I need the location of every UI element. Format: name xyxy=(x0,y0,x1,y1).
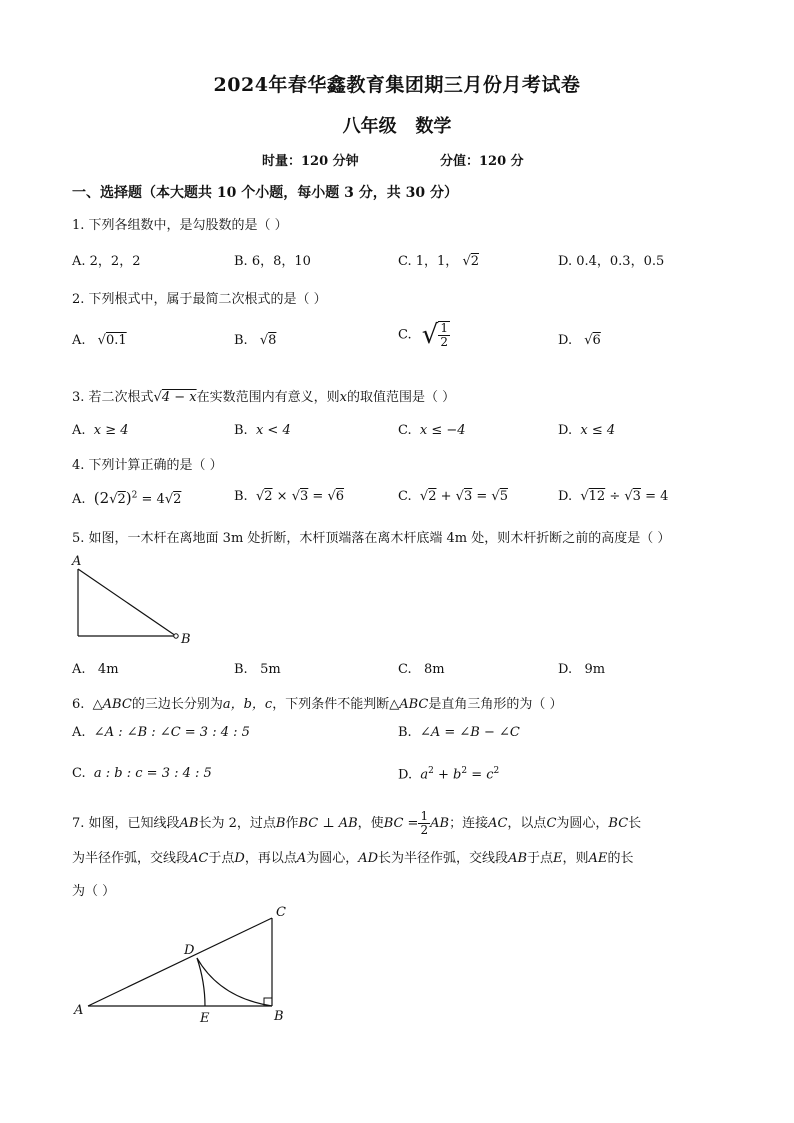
q3-option-d-value: x ≤ 4 xyxy=(580,423,616,438)
q6-option-a-label: A. xyxy=(72,725,86,740)
q7-math: D xyxy=(234,851,245,866)
q2-option-c-fraction xyxy=(438,321,450,349)
q7-text: ，以点 xyxy=(507,816,547,832)
q7-label-a: A xyxy=(74,1003,84,1018)
q4-option-b[interactable] xyxy=(234,489,344,504)
sqrt-symbol: √6 xyxy=(327,489,345,504)
exam-subtitle: 八年级 数学 xyxy=(342,116,452,137)
q3-radicand: 4 − x xyxy=(161,390,197,405)
q6-option-b-value: ∠A = ∠B − ∠C xyxy=(419,725,520,740)
q7-math: AE xyxy=(588,851,608,866)
question-5-stem: 5. 如图，一木杆在离地面 3m 处折断，木杆顶端落在离木杆底端 4m 处，则木杆折断之前的高度是（ ） xyxy=(72,531,671,546)
q4-d-eq: = 4 xyxy=(640,489,669,504)
q4-c-radicand-2: 3 xyxy=(463,489,473,504)
q4-c-radicand-3: 5 xyxy=(499,489,508,504)
q7-fraction xyxy=(418,810,430,837)
q1-option-b[interactable]: B. 6，8，10 xyxy=(234,254,311,269)
q2-option-a-label: A. xyxy=(72,333,86,348)
q5-label-a: A xyxy=(72,554,82,569)
q3-option-b-value: x < 4 xyxy=(255,423,291,438)
q6-stem-part: 是直角三角形的为（ ） xyxy=(428,697,563,712)
q7-math: BC = xyxy=(383,816,419,832)
q6-option-c-value: a : b : c = 3 : 4 : 5 xyxy=(93,766,212,781)
q7-text: 7. 如图，已知线段 xyxy=(72,816,180,832)
q2-option-d[interactable] xyxy=(558,333,601,348)
exam-score: 分值：120 分 xyxy=(440,154,524,169)
q6-option-d[interactable] xyxy=(398,766,499,782)
q6-d-exp: 2 xyxy=(493,766,500,776)
q4-option-c-label: C. xyxy=(398,489,412,504)
q4-b-op: × xyxy=(272,489,292,504)
q2-option-a[interactable] xyxy=(72,333,127,348)
q7-math: AB xyxy=(179,816,199,832)
q1-option-c-radicand: 2 xyxy=(470,254,480,269)
q3-option-c-label: C. xyxy=(398,423,412,438)
sqrt-symbol: √2 xyxy=(164,492,182,507)
q6-option-a[interactable] xyxy=(72,725,250,740)
q2-option-a-radicand: 0.1 xyxy=(105,333,127,348)
q7-text: 于点 xyxy=(527,851,554,866)
q5-option-c[interactable]: C. 8m xyxy=(398,662,445,677)
q4-c-op: + xyxy=(436,489,456,504)
q7-label-b: B xyxy=(274,1009,284,1024)
q5-point-b xyxy=(174,634,178,638)
sqrt-symbol: √2 xyxy=(419,489,437,504)
sqrt-symbol: √12 xyxy=(580,489,606,504)
q4-b-radicand-3: 6 xyxy=(335,489,345,504)
sqrt-symbol: √ xyxy=(421,320,439,350)
sqrt-symbol: √3 xyxy=(624,489,641,504)
question-3-stem xyxy=(72,386,455,405)
q6-d-eq: = c xyxy=(467,767,494,783)
q7-math: BC xyxy=(608,816,629,832)
q3-option-c-value: x ≤ −4 xyxy=(419,423,466,438)
q7-label-d: D xyxy=(184,943,195,958)
q6-option-b-label: B. xyxy=(398,725,412,740)
question-6-stem xyxy=(72,693,562,712)
q6-triangle-1: △ABC xyxy=(92,697,132,712)
q3-option-a[interactable] xyxy=(72,423,129,438)
q4-d-radicand-1: 12 xyxy=(588,489,606,504)
q6-d-base: a xyxy=(420,767,429,783)
q7-math: C xyxy=(546,816,557,832)
q7-math: AB xyxy=(508,851,528,866)
sqrt-symbol: √2 xyxy=(109,492,126,507)
question-7-line-1 xyxy=(72,810,641,837)
q6-option-a-value: ∠A : ∠B : ∠C = 3 : 4 : 5 xyxy=(93,725,250,740)
q5-option-b[interactable]: B. 5m xyxy=(234,662,281,677)
sqrt-symbol: √3 xyxy=(291,489,309,504)
q7-text: 为半径作弧，交线段 xyxy=(72,851,190,866)
sqrt-symbol: √4 − x xyxy=(153,390,197,405)
q1-option-c-text: C. 1，1， xyxy=(398,254,459,269)
q7-math: AB xyxy=(430,816,450,832)
q5-option-a[interactable]: A. 4m xyxy=(72,662,119,677)
question-2-stem: 2. 下列根式中，属于最简二次根式的是（ ） xyxy=(72,292,327,307)
q3-option-a-value: x ≥ 4 xyxy=(93,423,129,438)
fraction-denominator: 2 xyxy=(440,335,448,349)
q7-text: ，使 xyxy=(357,816,384,832)
q3-option-c[interactable] xyxy=(398,423,466,438)
q7-text: ，再以点 xyxy=(244,851,297,866)
q3-option-d-label: D. xyxy=(558,423,573,438)
q2-option-d-radicand: 6 xyxy=(592,333,601,348)
q7-label-e: E xyxy=(200,1011,210,1026)
q7-text: 的长 xyxy=(607,851,634,866)
q4-option-d[interactable] xyxy=(558,489,668,504)
sqrt-symbol: √5 xyxy=(491,489,508,504)
section-heading: 一、选择题（本大题共 10 个小题，每小题 3 分，共 30 分） xyxy=(72,185,458,201)
q6-option-c-label: C. xyxy=(72,766,86,781)
q7-text: 为圆心， xyxy=(306,851,359,866)
q4-a-eq: = 4 xyxy=(137,492,165,507)
q7-text: 作 xyxy=(285,816,299,832)
question-7-line-2 xyxy=(72,847,633,866)
q4-c-radicand-1: 2 xyxy=(428,489,437,504)
q7-math: A xyxy=(296,851,307,866)
exam-title: 2024年春华鑫教育集团期三月份月考试卷 xyxy=(213,74,581,96)
sqrt-symbol: √0.1 xyxy=(97,333,127,348)
q6-vars: a，b，c xyxy=(222,697,273,712)
q3-option-d[interactable] xyxy=(558,423,615,438)
q2-option-b-label: B. xyxy=(234,333,248,348)
q4-option-c[interactable] xyxy=(398,489,508,504)
q7-math: AC xyxy=(488,816,508,832)
q7-math: E xyxy=(553,851,563,866)
q2-option-b-radicand: 8 xyxy=(268,333,277,348)
q4-d-op: ÷ xyxy=(605,489,625,504)
sqrt-symbol: √2 xyxy=(255,489,273,504)
q5-option-d[interactable]: D. 9m xyxy=(558,662,606,677)
q7-text: 长为 2，过点 xyxy=(198,816,276,832)
q3-option-b[interactable] xyxy=(234,423,291,438)
q7-text: 长为半径作弧，交线段 xyxy=(378,851,509,866)
sqrt-symbol: √3 xyxy=(455,489,473,504)
q7-text: 长 xyxy=(628,816,642,832)
q5-label-b: B xyxy=(181,632,191,647)
q6-stem-part: ，下列条件不能判断 xyxy=(272,697,390,712)
q3-stem-part: 3. 若二次根式 xyxy=(72,390,154,405)
q2-option-d-label: D. xyxy=(558,333,573,348)
q7-text: ；连接 xyxy=(449,816,489,832)
q4-a-radicand-2: 2 xyxy=(173,492,182,507)
q7-label-c: C xyxy=(276,905,286,920)
question-1-stem: 1. 下列各组数中，是勾股数的是（ ） xyxy=(72,218,288,233)
fraction-numerator: 1 xyxy=(420,809,429,823)
q6-triangle-2: △ABC xyxy=(389,697,429,712)
q4-b-eq: = xyxy=(308,489,328,504)
q6-stem-part: 6. xyxy=(72,697,85,712)
q7-math: AC xyxy=(189,851,209,866)
q6-d-exp: 2 xyxy=(428,766,434,776)
q5-broken-part xyxy=(78,569,176,636)
q7-segment-ac xyxy=(88,918,272,1006)
question-7-line-3: 为（ ） xyxy=(72,884,116,899)
q3-option-a-label: A. xyxy=(72,423,86,438)
q6-option-b[interactable] xyxy=(398,725,520,740)
q4-b-radicand-2: 3 xyxy=(300,489,309,504)
q4-d-radicand-2: 3 xyxy=(632,489,641,504)
q4-c-eq: = xyxy=(472,489,492,504)
q3-stem-part: 在实数范围内有意义，则 xyxy=(196,390,340,405)
q7-text: 于点 xyxy=(208,851,235,866)
q3-stem-part: 的取值范围是（ ） xyxy=(346,390,456,405)
sqrt-symbol: √2 xyxy=(462,254,480,269)
q1-option-c[interactable] xyxy=(398,250,479,269)
q3-variable: x xyxy=(339,390,347,405)
q4-a-close: ) xyxy=(125,489,132,507)
q3-option-b-label: B. xyxy=(234,423,248,438)
q2-option-b[interactable] xyxy=(234,333,276,348)
fraction-denominator: 2 xyxy=(420,823,429,838)
q7-figure xyxy=(72,902,302,1027)
q6-d-plus: + b xyxy=(433,767,462,783)
q4-option-b-label: B. xyxy=(234,489,248,504)
q4-option-a-label: A. xyxy=(72,492,86,507)
q7-math: BC ⊥ AB xyxy=(298,816,358,832)
q6-option-c[interactable] xyxy=(72,766,212,781)
q4-a-open: (2 xyxy=(93,489,110,507)
q7-math: B xyxy=(275,816,286,832)
q7-text: 为圆心， xyxy=(556,816,609,832)
q7-math: AD xyxy=(358,851,379,866)
q5-figure xyxy=(70,555,200,650)
q6-option-d-label: D. xyxy=(398,767,413,783)
q6-stem-part: 的三边长分别为 xyxy=(131,697,223,712)
q2-option-c-label: C. xyxy=(398,327,412,343)
q2-option-c[interactable] xyxy=(398,320,450,350)
q1-option-d[interactable]: D. 0.4，0.3，0.5 xyxy=(558,254,665,269)
q1-option-a[interactable]: A. 2，2，2 xyxy=(72,254,141,269)
question-4-stem: 4. 下列计算正确的是（ ） xyxy=(72,458,223,473)
fraction-numerator: 1 xyxy=(440,320,448,335)
q4-option-a[interactable] xyxy=(72,489,181,507)
exam-time: 时量：120 分钟 xyxy=(262,154,359,169)
q6-d-exp: 2 xyxy=(461,766,468,776)
q7-text: ，则 xyxy=(562,851,589,866)
q4-a-radicand: 2 xyxy=(117,492,126,507)
q4-option-d-label: D. xyxy=(558,489,573,504)
sqrt-symbol: √6 xyxy=(584,333,601,348)
q4-a-exponent: 2 xyxy=(131,490,138,501)
sqrt-symbol: √8 xyxy=(259,333,277,348)
q7-arc-bd xyxy=(197,958,272,1006)
q4-b-radicand-1: 2 xyxy=(264,489,273,504)
